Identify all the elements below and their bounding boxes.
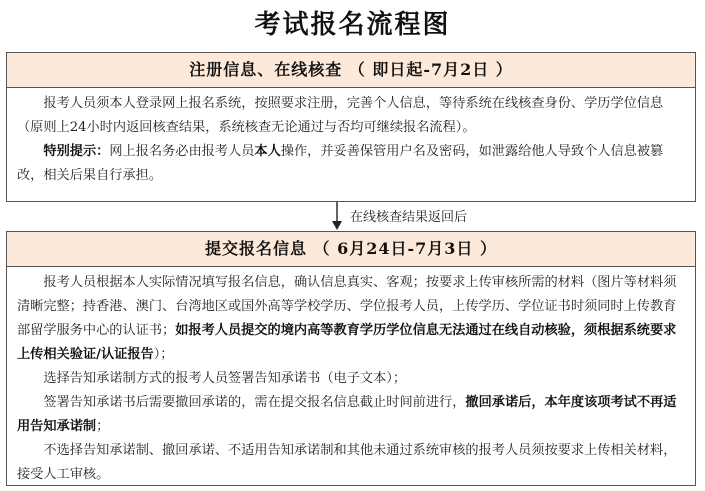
step-submit-box — [6, 231, 696, 486]
submit-p3-text-a: 签署告知承诺书后需要撤回承诺的，需在提交报名信息截止时间前进行， — [43, 395, 466, 410]
step-register-box — [6, 52, 696, 202]
step-register-paragraph: 报考人员须本人登录网上报名系统，按照要求注册，完善个人信息，等待系统在线核查身份、学历学位信息（原则上24小时内返回核查结果，系统核查无论通过与否均可继续报名流程）。 — [17, 96, 664, 135]
notice-text-a: 网上报名务必由报考人员 — [109, 144, 255, 159]
step-submit-paragraph-4: 不选择告知承诺制、撤回承诺、不适用告知承诺制和其他未通过系统审核的报考人员须按要求上传相关材料，接受人工审核。 — [17, 443, 677, 482]
submit-p1-bold: 如报考人员提交的境内高等教育学历学位信息无法通过在线自动核验，须根据系统要求上传相关验证/认证报告 — [17, 323, 677, 362]
step-register-heading: 注册信息、在线核查 （ 即日起-7月2日 ） — [7, 53, 695, 88]
down-arrow-icon — [329, 202, 345, 231]
step-register-notice — [17, 140, 687, 188]
submit-p3-text-b: ； — [96, 419, 110, 434]
step-submit-heading: 提交报名信息 （ 6月24日-7月3日 ） — [7, 232, 695, 267]
step-submit-body — [7, 267, 695, 491]
submit-p3-bold: 撤回承诺后，本年度该项考试不再适用告知承诺制 — [17, 395, 677, 434]
step-register-body — [7, 88, 695, 192]
notice-label: 特别提示： — [43, 144, 110, 159]
step-submit-paragraph-3 — [17, 391, 687, 439]
submit-p1-text-b: ）； — [153, 347, 174, 362]
page-title: 考试报名流程图 — [254, 10, 451, 40]
step-submit-paragraph-1 — [17, 271, 687, 367]
arrow-label: 在线核查结果返回后 — [350, 210, 468, 225]
step-submit-paragraph-2: 选择告知承诺制方式的报考人员签署告知承诺书（电子文本）； — [43, 371, 407, 386]
notice-text-bold: 本人 — [254, 144, 281, 159]
notice-text-b: 操作，并妥善保管用户名及密码，如泄露给他人导致个人信息被篡改，相关后果自行承担。 — [17, 144, 664, 183]
submit-p1-text-a: 报考人员根据本人实际情况填写报名信息，确认信息真实、客观；按要求上传审核所需的材料（图片等材料须清晰完整；持香港、澳门、台湾地区或国外高等学校学历、学位报考人员，上传学历、学位证书时须同时上传教育部留学服务中心的认证书； — [17, 275, 677, 338]
